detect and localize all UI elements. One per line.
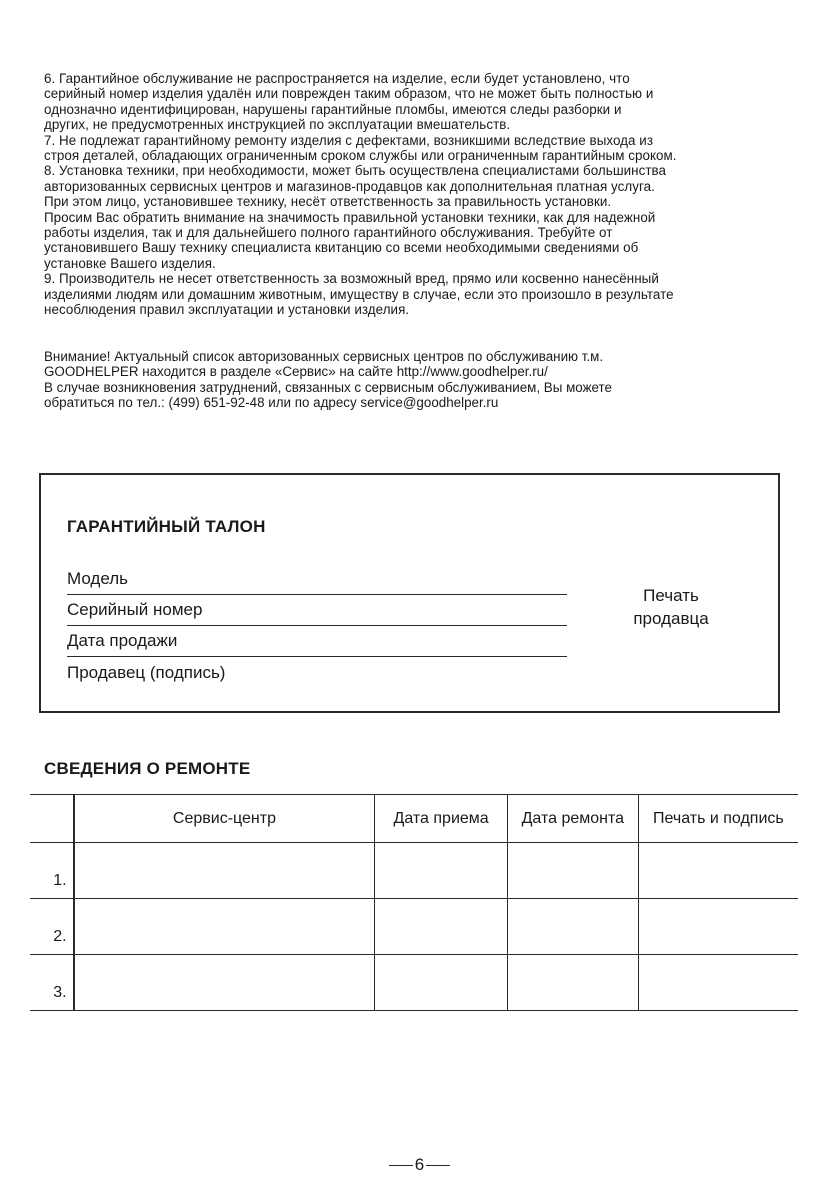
terms-line: авторизованных сервисных центров и магазинов-продавцов как дополнительная платная услуга. [44,178,655,194]
row-number: 3. [30,955,74,1011]
terms-line: 6. Гарантийное обслуживание не распространяется на изделие, если будет установлено, что [44,71,630,86]
table-row [30,899,798,955]
column-header-receipt-date: Дата приема [375,795,508,843]
model-label: Модель [67,569,129,588]
service-center-cell[interactable] [74,843,375,899]
column-header-service-center: Сервис-центр [74,795,375,843]
column-header-stamp-signature: Печать и подпись [638,795,798,843]
seller-signature-field[interactable] [67,657,567,688]
terms-line: других, не предусмотренных инструкцией по эксплуатации вмешательств. [44,117,511,133]
terms-line: строя деталей, обладающих ограниченным сроком службы или ограниченным гарантийным сроком. [44,148,677,164]
row-number: 1. [30,843,74,899]
service-center-cell[interactable] [74,955,375,1011]
receipt-date-cell[interactable] [375,843,508,899]
stamp-signature-cell[interactable] [638,955,798,1011]
warranty-card [39,473,780,713]
terms-line: изделиями людям или домашним животным, имуществу в случае, если это произошло в результате [44,286,674,302]
terms-line: 7. Не подлежат гарантийному ремонту изделия с дефектами, возникшими вследствие выхода из [44,132,654,148]
warranty-card-title: ГАРАНТИЙНЫЙ ТАЛОН [67,517,266,536]
terms-line: несоблюдения правил эксплуатации и установки изделия. [44,302,410,318]
column-header-repair-date: Дата ремонта [507,795,638,843]
page-number [0,1155,839,1175]
page-number-value: 6 [414,1155,425,1174]
service-center-cell[interactable] [74,899,375,955]
stamp-label-line1: Печать [643,586,699,605]
stamp-signature-cell[interactable] [638,843,798,899]
model-field[interactable] [67,564,567,595]
warranty-terms-text [44,71,804,318]
terms-line: 8. Установка техники, при необходимости, может быть осуществлена специалистами большинства [44,163,667,179]
notice-line: обратиться по тел.: (499) 651-92-48 или по адресу service@goodhelper.ru [44,395,499,411]
page-number-right-rule [426,1165,450,1166]
terms-line: установке Вашего изделия. [44,255,216,271]
table-row [30,843,798,899]
terms-line: При этом лицо, установившее технику, несёт ответственность за правильность установки. [44,194,612,210]
repair-date-cell[interactable] [507,843,638,899]
receipt-date-cell[interactable] [375,899,508,955]
row-number: 2. [30,899,74,955]
receipt-date-cell[interactable] [375,955,508,1011]
notice-line: GOODHELPER находится в разделе «Сервис» на сайте http://www.goodhelper.ru/ [44,364,548,380]
repair-date-cell[interactable] [507,899,638,955]
repair-date-cell[interactable] [507,955,638,1011]
repairs-title: СВЕДЕНИЯ О РЕМОНТЕ [44,759,251,778]
sale-date-field[interactable] [67,626,567,657]
sale-date-label: Дата продажи [67,631,178,650]
stamp-signature-cell[interactable] [638,899,798,955]
repairs-table [30,794,798,1011]
terms-line: работы изделия, так и для дальнейшего полного гарантийного обслуживания. Требуйте от [44,225,613,241]
column-header-number [30,795,74,843]
page-number-left-rule [389,1165,413,1166]
terms-line: 9. Производитель не несет ответственность за возможный вред, прямо или косвенно нанесённый [44,271,659,287]
seller-signature-label: Продавец (подпись) [67,663,226,682]
seller-stamp-area [611,584,731,630]
table-header-row [30,795,798,843]
notice-line: В случае возникновения затруднений, связанных с сервисным обслуживанием, Вы можете [44,379,612,395]
terms-line: серийный номер изделия удалён или поврежден таким образом, что не может быть полностью и [44,86,654,102]
terms-line: однозначно идентифицирован, нарушены гарантийные пломбы, имеются следы разборки и [44,101,622,117]
serial-number-field[interactable] [67,595,567,626]
table-row [30,955,798,1011]
notice-line: Внимание! Актуальный список авторизованных сервисных центров по обслуживанию т.м. [44,349,604,364]
stamp-label-line2: продавца [633,609,709,628]
service-notice [44,349,804,411]
terms-line: установившего Вашу технику специалиста квитанцию со всеми необходимыми сведениями об [44,240,639,256]
terms-line: Просим Вас обратить внимание на значимость правильной установки техники, как для надежной [44,209,656,225]
serial-number-label: Серийный номер [67,600,203,619]
